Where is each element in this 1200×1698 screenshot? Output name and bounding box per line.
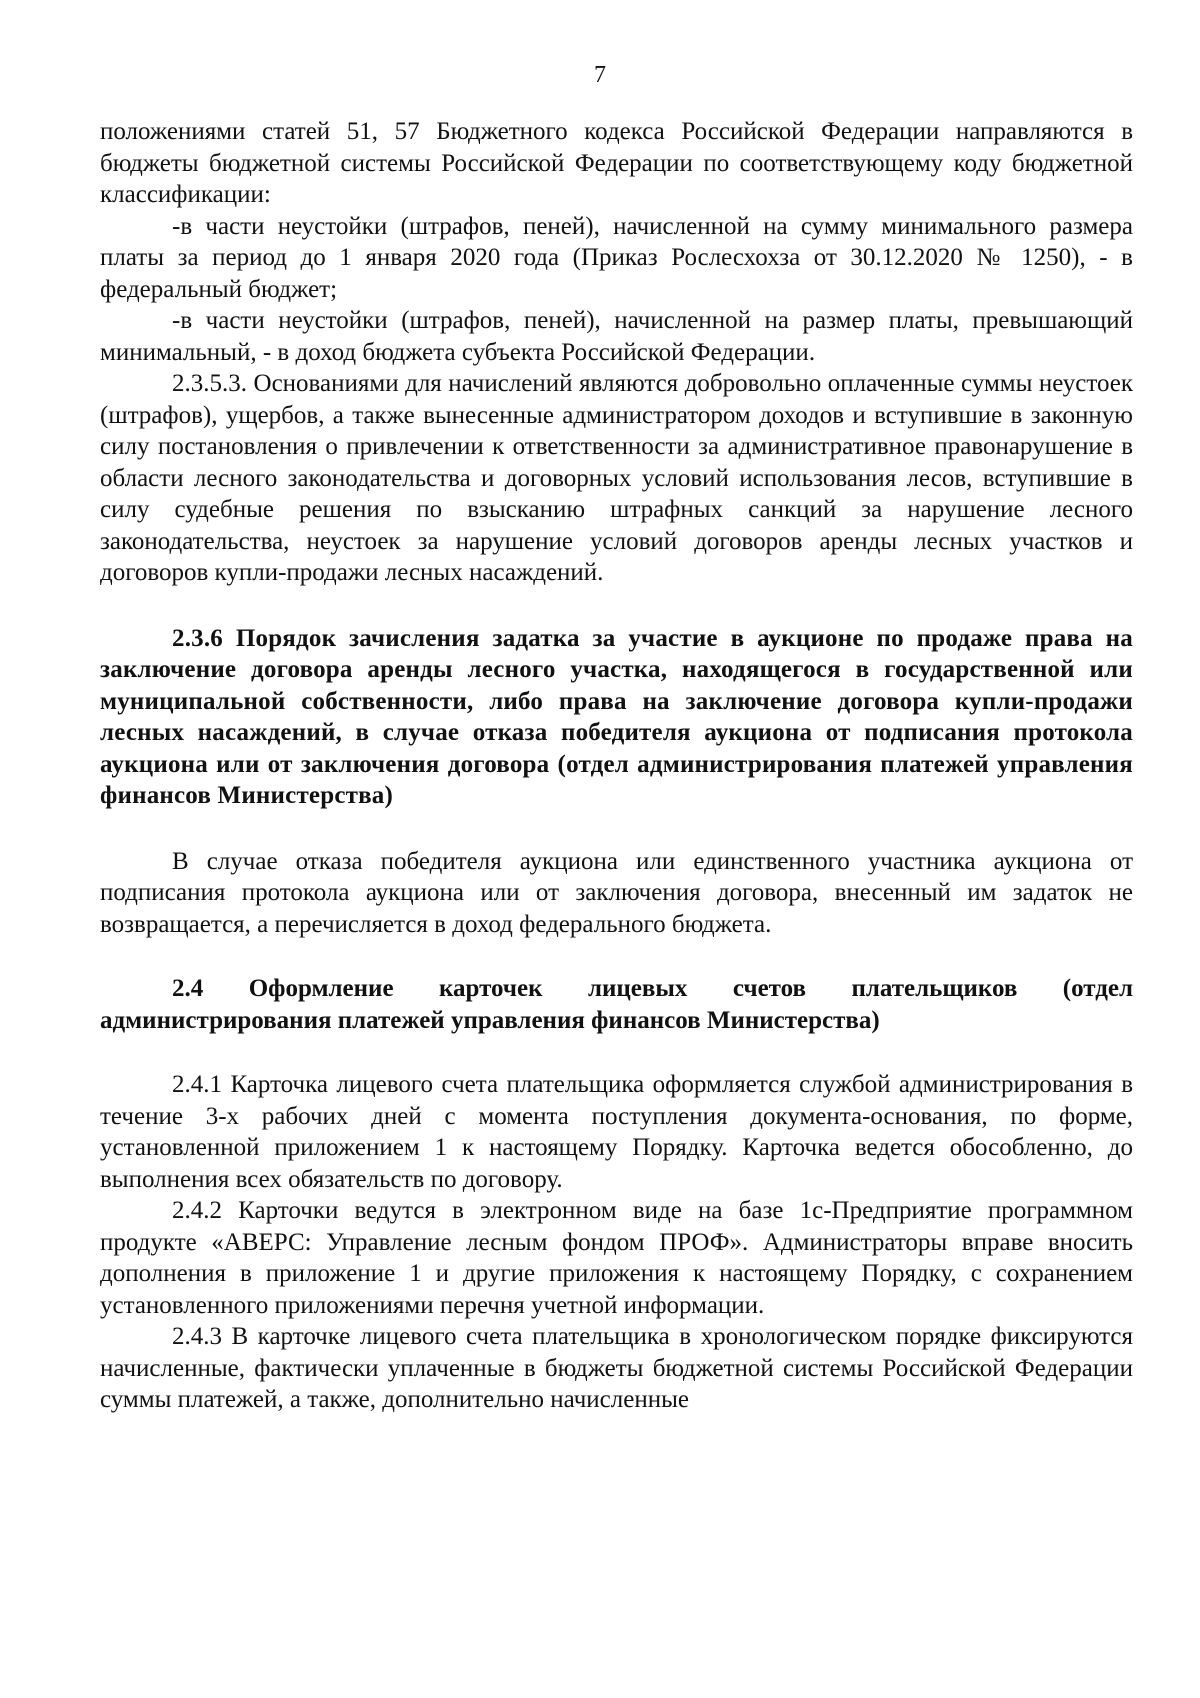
paragraph-budget-code: положениями статей 51, 57 Бюджетного кодекса Российской Федерации направляются в бюджеты бюджетной системы Российской Федерации по соответствующему коду бюджетной классификации:: [100, 118, 1133, 208]
paragraph-2-4-2: 2.4.2 Карточки ведутся в электронном виде на базе 1с-Предприятие программном продукте «АВЕРС: Управление лесным фондом ПРОФ». Администраторы вправе вносить дополнения в приложение 1 и другие приложения к настоящему Порядку, с сохранением установленного приложениями перечня учетной информации.: [100, 1197, 1133, 1319]
spacer: [100, 1036, 1133, 1069]
spacer: [100, 940, 1133, 973]
paragraph-federal-budget: -в части неустойки (штрафов, пеней), начисленной на сумму минимального размера платы за период до 1 января 2020 года (Приказ Рослесхохза от 30.12.2020 № 1250), - в федеральный бюджет;: [100, 212, 1133, 303]
heading-2-3-6: 2.3.6 Порядок зачисления задатка за участие в аукционе по продаже права на заключение договора аренды лесного участка, находящегося в государственной или муниципальной собственности, либо права на заключение договора купли-продажи лесных насаждений, в случае отказа победителя аукциона от подписания протокола аукциона или от заключения договора (отдел администрирования платежей управления финансов Министерства): [100, 624, 1133, 809]
paragraph-2-3-5-3: 2.3.5.3. Основаниями для начислений являются добровольно оплаченные суммы неустоек (штрафов), ущербов, а также вынесенные администратором доходов и вступившие в законную силу постановления о привлечении к ответственности за административное правонарушение в области лесного законодательства и договорных условий использования лесов, вступившие в силу судебные решения по взысканию штрафных санкций за нарушение лесного законодательства, неустоек за нарушение условий договоров аренды лесных участков и договоров купли-продажи лесных насаждений.: [100, 370, 1133, 586]
heading-2-4: 2.4 Оформление карточек лицевых счетов плательщиков (отдел администрирования платежей управления финансов Министерства): [100, 975, 1133, 1034]
spacer: [100, 589, 1133, 623]
paragraph-deposit-refusal: В случае отказа победителя аукциона или единственного участника аукциона от подписания протокола аукциона или от заключения договора, внесенный им задаток не возвращается, а перечисляется в доход федерального бюджета.: [100, 847, 1133, 938]
paragraph-2-4-3: 2.4.3 В карточке лицевого счета плательщика в хронологическом порядке фиксируются начисленные, фактически уплаченные в бюджеты бюджетной системы Российской Федерации суммы платежей, а также, дополнительно начисленные: [100, 1323, 1133, 1413]
spacer: [100, 812, 1133, 846]
page-number: 7: [594, 62, 606, 88]
document-body: [100, 116, 1133, 1416]
paragraph-regional-budget: -в части неустойки (штрафов, пеней), начисленной на размер платы, превышающий минимальный, - в доход бюджета субъекта Российской Федерации.: [100, 307, 1133, 366]
paragraph-2-4-1: 2.4.1 Карточка лицевого счета плательщика оформляется службой администрирования в течение 3-х рабочих дней с момента поступления документа-основания, по форме, установленной приложением 1 к настоящему Порядку. Карточка ведется обособленно, до выполнения всех обязательств по договору.: [100, 1071, 1133, 1193]
